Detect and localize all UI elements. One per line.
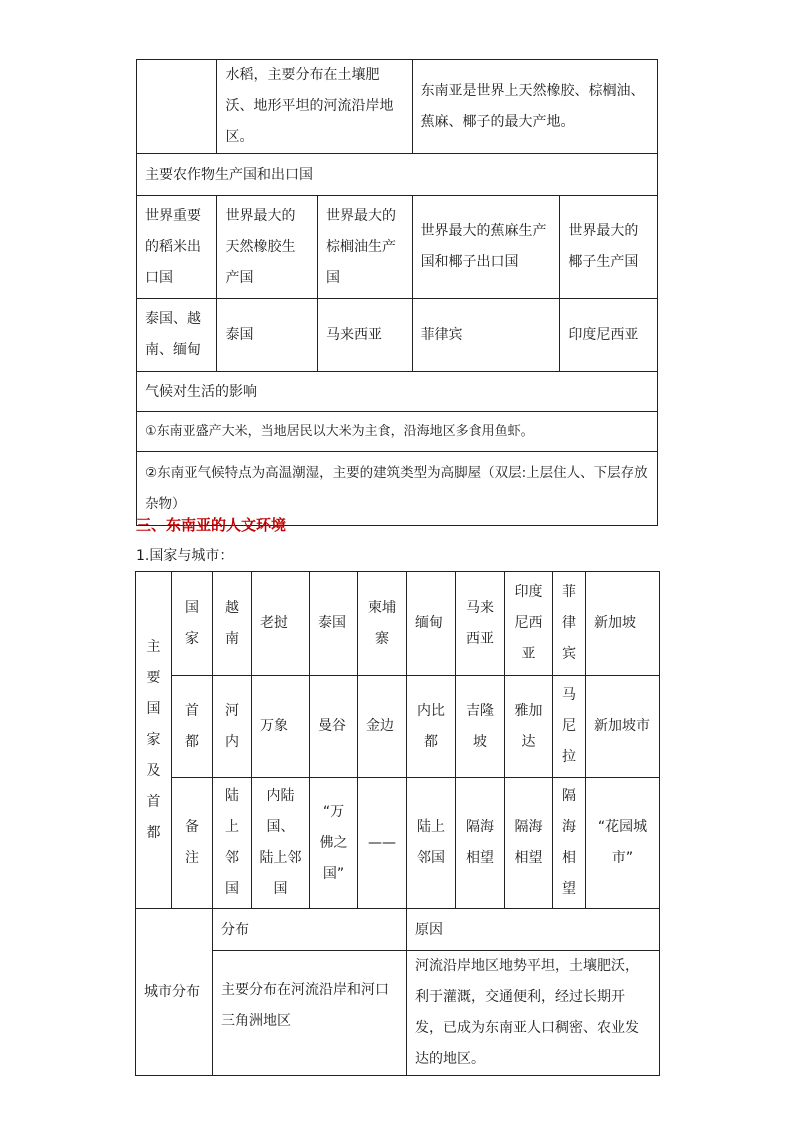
subheading: 1.国家与城市： <box>136 548 234 564</box>
crop-header-cell: 世界最大的椰子生产国 <box>560 196 658 299</box>
table-row <box>137 299 658 372</box>
rice-distribution-cell: 水稻，主要分布在土壤肥沃、地形平坦的河流沿岸地区。 <box>217 60 412 154</box>
note-cell <box>213 778 252 909</box>
agriculture-table <box>136 59 658 526</box>
climate-effect-cell: ①东南亚盛产大米，当地居民以大米为主食，沿海地区多食用鱼虾。 <box>137 412 658 452</box>
note-text: 隔海 相望 <box>514 819 543 866</box>
dist-text-cell: 主要分布在河流沿岸和河口三角洲地区 <box>213 951 407 1076</box>
country-name: 印度 尼西 亚 <box>514 584 543 662</box>
section-heading: 三、东南亚的人文环境 <box>136 516 287 534</box>
country-name-cell: 泰国 <box>310 572 358 676</box>
note-text: “花园城 市” <box>597 819 648 866</box>
note-cell <box>505 778 553 909</box>
note-text: 隔海 相望 <box>466 819 494 866</box>
note-cell <box>407 778 456 909</box>
capital-cell <box>407 676 456 778</box>
country-cell: 泰国 <box>217 299 318 372</box>
row-label-cell <box>172 572 213 676</box>
row-label-cell <box>172 676 213 778</box>
table-row <box>136 909 660 951</box>
country-name-cell <box>456 572 505 676</box>
country-cell: 菲律宾 <box>412 299 560 372</box>
country-name-cell <box>358 572 407 676</box>
country-name: 越 南 <box>225 599 239 647</box>
country-name: 马来 西亚 <box>466 599 494 647</box>
note-cell <box>310 778 358 909</box>
note-cell <box>586 778 660 909</box>
note-cell <box>456 778 505 909</box>
table-row <box>136 676 660 778</box>
side-label-cell <box>136 572 172 909</box>
capital-cell: 曼谷 <box>310 676 358 778</box>
capital-cell: 万象 <box>252 676 310 778</box>
note-text: 陆上 邻国 <box>417 819 445 866</box>
crop-header-cell: 世界最大的蕉麻生产国和椰子出口国 <box>412 196 560 299</box>
side-label: 主 要 国 家 及 首 都 <box>146 638 161 841</box>
country-name-cell: 新加坡 <box>586 572 660 676</box>
row-label-cell <box>172 778 213 909</box>
reason-text-cell: 河流沿岸地区地势平坦，土壤肥沃，利于灌溉，交通便利，经过长期开发，已成为东南亚人口稠密、农业发达的地区。 <box>407 951 660 1076</box>
tropical-crops-cell: 东南亚是世界上天然橡胶、棕榈油、蕉麻、椰子的最大产地。 <box>412 60 657 154</box>
country-cell: 泰国、越南、缅甸 <box>137 299 217 372</box>
table-row <box>137 154 658 196</box>
crop-header-cell: 世界重要的稻米出口国 <box>137 196 217 299</box>
row-label-note: 备 注 <box>185 819 199 866</box>
capital-cell: 金边 <box>358 676 407 778</box>
table-row <box>137 196 658 299</box>
table-row <box>136 572 660 676</box>
table-cell-empty <box>137 60 217 154</box>
table-row <box>137 412 658 452</box>
country-name-cell <box>553 572 586 676</box>
country-cell: 印度尼西亚 <box>560 299 658 372</box>
capital-cell <box>213 676 252 778</box>
note-cell <box>252 778 310 909</box>
capital-name: 马 尼 拉 <box>562 687 576 765</box>
crop-header-cell: 世界最大的棕榈油生产国 <box>318 196 413 299</box>
row-label-country: 国 家 <box>185 599 199 647</box>
note-text: 内陆国、 陆上邻国 <box>259 788 302 897</box>
capital-name: 吉隆 坡 <box>466 702 494 750</box>
capital-cell: 新加坡市 <box>586 676 660 778</box>
row-label-capital: 首 都 <box>185 702 199 750</box>
table-row <box>137 372 658 412</box>
capital-name: 河 内 <box>225 702 239 750</box>
note-text: “万 佛之 国” <box>319 803 348 882</box>
note-cell: —— <box>358 778 407 909</box>
note-text: 陆 上 邻 国 <box>225 788 239 897</box>
capital-cell <box>505 676 553 778</box>
capital-cell <box>553 676 586 778</box>
country-name-cell: 老挝 <box>252 572 310 676</box>
country-name-cell: 缅甸 <box>407 572 456 676</box>
country-name: 菲 律 宾 <box>562 584 576 662</box>
city-label-cell: 城市分布 <box>136 909 213 1076</box>
crop-header-cell: 世界最大的天然橡胶生产国 <box>217 196 318 299</box>
table-row <box>137 60 658 154</box>
section-title-cell: 主要农作物生产国和出口国 <box>137 154 658 196</box>
climate-effect-cell: ②东南亚气候特点为高温潮湿，主要的建筑类型为高脚屋（双层:上层住人、下层存放杂物） <box>137 452 658 526</box>
dist-header-cell: 分布 <box>213 909 407 951</box>
table-row <box>136 778 660 909</box>
country-name-cell <box>213 572 252 676</box>
capital-cell <box>456 676 505 778</box>
country-name: 柬埔 寨 <box>368 599 396 647</box>
reason-header-cell: 原因 <box>407 909 660 951</box>
country-cell: 马来西亚 <box>318 299 413 372</box>
climate-title-cell: 气候对生活的影响 <box>137 372 658 412</box>
note-cell <box>553 778 586 909</box>
note-text: 隔 海 相 望 <box>562 788 576 897</box>
country-name-cell <box>505 572 553 676</box>
capital-name: 内比 都 <box>417 702 445 750</box>
country-table <box>135 571 660 1076</box>
table-row <box>136 951 660 1076</box>
capital-name: 雅加 达 <box>514 702 543 750</box>
